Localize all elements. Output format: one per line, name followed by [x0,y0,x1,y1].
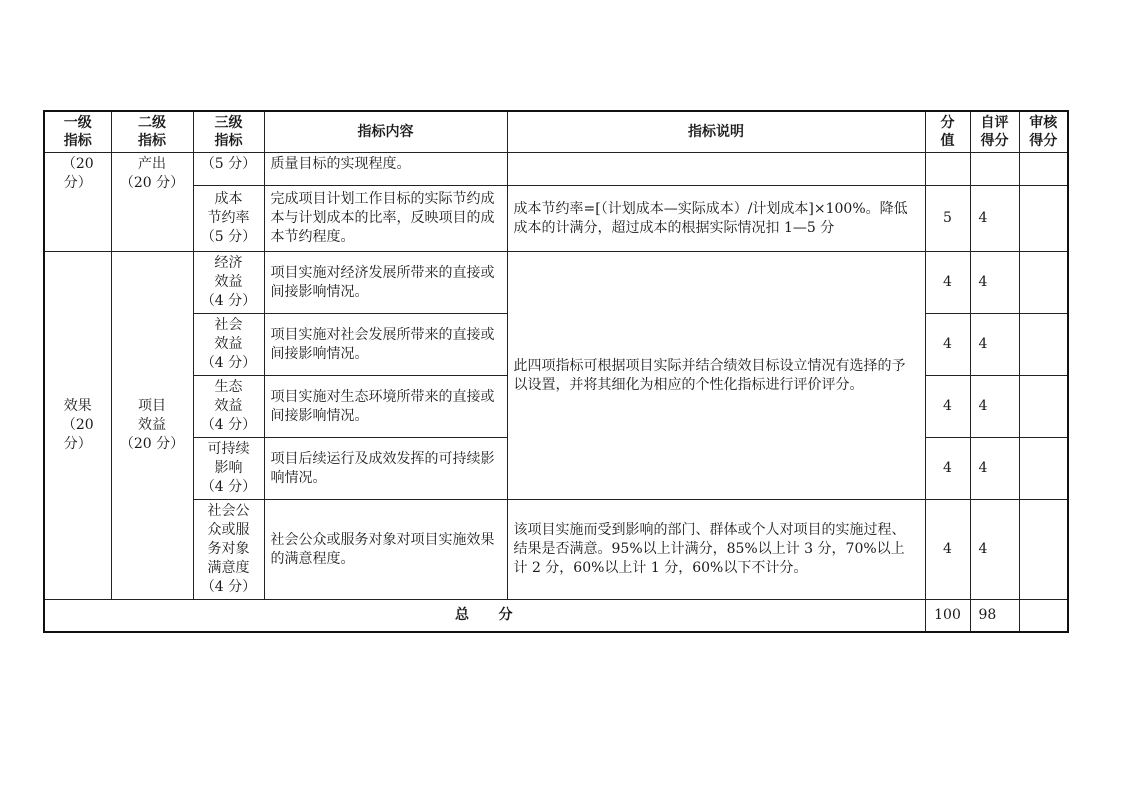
header-description: 指标说明 [507,111,925,153]
audit-score-cell [1019,153,1068,186]
audit-score-cell [1019,376,1068,438]
header-level2: 二级 指标 [111,111,193,153]
header-self-score: 自评 得分 [970,111,1019,153]
content-cell: 项目后续运行及成效发挥的可持续影响情况。 [264,438,507,500]
table-row [44,500,1068,600]
level3-cell: 社会 效益 （4 分） [193,314,264,376]
self-score-cell: 4 [970,314,1019,376]
content-cell: 质量目标的实现程度。 [264,153,507,186]
score-cell: 4 [925,438,970,500]
table-row [44,252,1068,314]
content-cell: 项目实施对经济发展所带来的直接或间接影响情况。 [264,252,507,314]
level3-cell: （5 分） [193,153,264,186]
total-row [44,600,1068,632]
description-cell: 成本节约率=[（计划成本—实际成本）/计划成本]×100%。降低成本的计满分，超过成本的根据实际情况扣 1—5 分 [507,186,925,252]
level1-cell: （20 分） [44,153,111,252]
level2-cell: 项目 效益 （20 分） [111,252,193,600]
total-audit-score [1019,600,1068,632]
content-cell: 项目实施对生态环境所带来的直接或间接影响情况。 [264,376,507,438]
audit-score-cell [1019,314,1068,376]
description-cell: 该项目实施而受到影响的部门、群体或个人对项目的实施过程、结果是否满意。95%以上计满分，85%以上计 3 分，70%以上计 2 分，60%以上计 1 分，60%以下不计分。 [507,500,925,600]
audit-score-cell [1019,438,1068,500]
shared-description-cell: 此四项指标可根据项目实际并结合绩效目标设立情况有选择的予以设置，并将其细化为相应的个性化指标进行评价评分。 [507,252,925,500]
level3-cell: 社会公 众或服 务对象 满意度 （4 分） [193,500,264,600]
header-content: 指标内容 [264,111,507,153]
header-level1: 一级 指标 [44,111,111,153]
self-score-cell: 4 [970,186,1019,252]
content-cell: 社会公众或服务对象对项目实施效果的满意程度。 [264,500,507,600]
header-score: 分 值 [925,111,970,153]
score-cell: 4 [925,500,970,600]
content-cell: 项目实施对社会发展所带来的直接或间接影响情况。 [264,314,507,376]
level2-cell: 产出 （20 分） [111,153,193,252]
header-row [44,111,1068,153]
self-score-cell: 4 [970,438,1019,500]
audit-score-cell [1019,500,1068,600]
level3-cell: 成本 节约率 （5 分） [193,186,264,252]
level3-cell: 经济 效益 （4 分） [193,252,264,314]
header-level3: 三级 指标 [193,111,264,153]
score-cell: 4 [925,252,970,314]
total-score: 100 [925,600,970,632]
self-score-cell: 4 [970,376,1019,438]
level1-cell: 效果 （20 分） [44,252,111,600]
self-score-cell: 4 [970,252,1019,314]
level3-cell: 生态 效益 （4 分） [193,376,264,438]
table-row [44,186,1068,252]
self-score-cell [970,153,1019,186]
score-cell: 4 [925,376,970,438]
table-row [44,153,1068,186]
score-cell [925,153,970,186]
level3-cell: 可持续 影响 （4 分） [193,438,264,500]
content-cell: 完成项目计划工作目标的实际节约成本与计划成本的比率，反映项目的成本节约程度。 [264,186,507,252]
audit-score-cell [1019,252,1068,314]
total-label: 总 分 [44,600,925,632]
score-cell: 4 [925,314,970,376]
header-audit-score: 审核 得分 [1019,111,1068,153]
audit-score-cell [1019,186,1068,252]
description-cell [507,153,925,186]
evaluation-table [43,110,1069,633]
self-score-cell: 4 [970,500,1019,600]
total-self-score: 98 [970,600,1019,632]
score-cell: 5 [925,186,970,252]
